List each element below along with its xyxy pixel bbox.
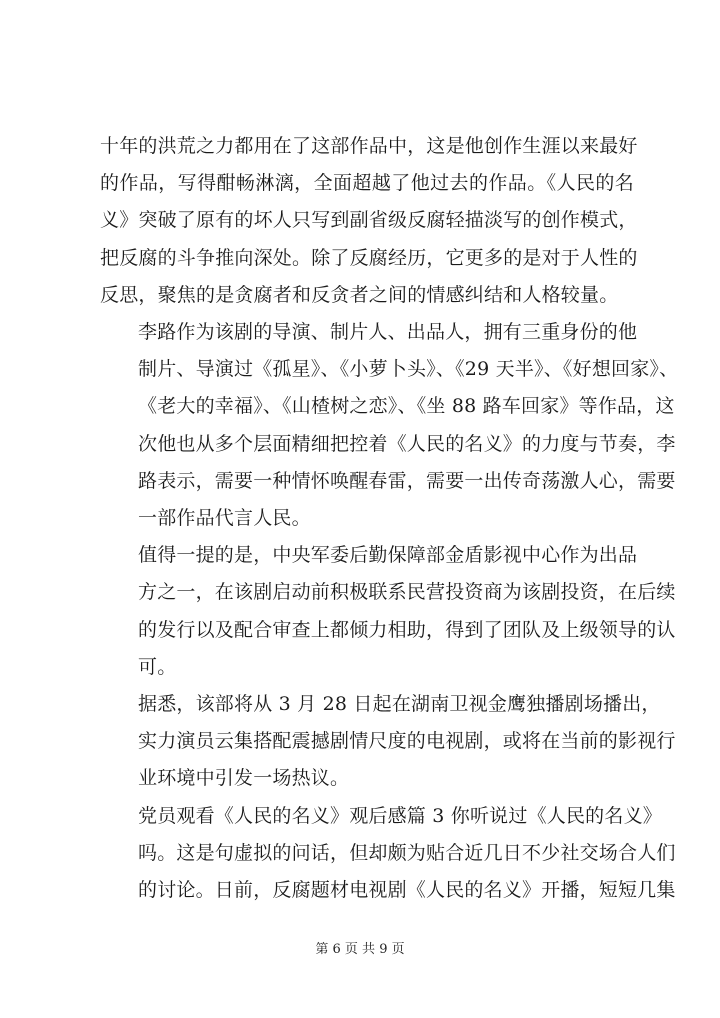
text-line: 十年的洪荒之力都用在了这部作品中，这是他创作生涯以来最好: [100, 135, 638, 157]
text-line: 李路作为该剧的导演、制片人、出品人，拥有三重身份的他: [138, 321, 638, 344]
text-line: 吗。这是句虚拟的问话，但却颇为贴合近几日不少社交场合人们: [138, 841, 676, 864]
text-line: 一部作品代言人民。: [138, 507, 311, 530]
text-line: 业环境中引发一场热议。: [138, 767, 350, 790]
text-line: 党员观看《人民的名义》观后感篇 3 你听说过《人民的名义》: [138, 804, 662, 827]
text-line: 的发行以及配合审查上都倾力相助，得到了团队及上级领导的认: [138, 618, 676, 641]
text-line: 方之一，在该剧启动前积极联系民营投资商为该剧投资，在后续: [138, 581, 676, 604]
paragraph: [100, 686, 676, 798]
text-line: 制片、导演过《孤星》、《小萝卜头》、《29 天半》、《好想回家》、: [138, 358, 679, 381]
paragraph: [100, 537, 676, 686]
text-line: 实力演员云集搭配震撼剧情尺度的电视剧，或将在当前的影视行: [138, 730, 676, 753]
text-line: 据悉，该部将从 3 月 28 日起在湖南卫视金鹰独播剧场播出，: [138, 693, 661, 716]
text-line: 的讨论。日前，反腐题材电视剧《人民的名义》开播，短短几集: [138, 879, 676, 902]
document-body: [100, 128, 679, 909]
text-line: 的作品，写得酣畅淋漓，全面超越了他过去的作品。《人民的名: [100, 172, 634, 195]
text-line: 可。: [138, 655, 177, 678]
paragraph: [100, 798, 676, 910]
text-line: 把反腐的斗争推向深处。除了反腐经历，它更多的是对于人性的: [100, 246, 638, 269]
text-line: 次他也从多个层面精细把控着《人民的名义》的力度与节奏，李: [138, 432, 676, 455]
text-line: 值得一提的是，中央军委后勤保障部金盾影视中心作为出品: [138, 544, 638, 567]
text-line: 义》突破了原有的坏人只写到副省级反腐轻描淡写的创作模式，: [100, 209, 638, 232]
text-line: 路表示，需要一种情怀唤醒春雷，需要一出传奇荡激人心，需要: [138, 469, 676, 492]
text-line: 《老大的幸福》、《山楂树之恋》、《坐 88 路车回家》等作品，这: [138, 395, 675, 418]
paragraph: [100, 128, 638, 314]
paragraph: [100, 314, 679, 537]
text-line: 反思，聚焦的是贪腐者和反贪者之间的情感纠结和人格较量。: [100, 283, 619, 306]
page-footer: 第 6 页 共 9 页: [315, 942, 405, 957]
